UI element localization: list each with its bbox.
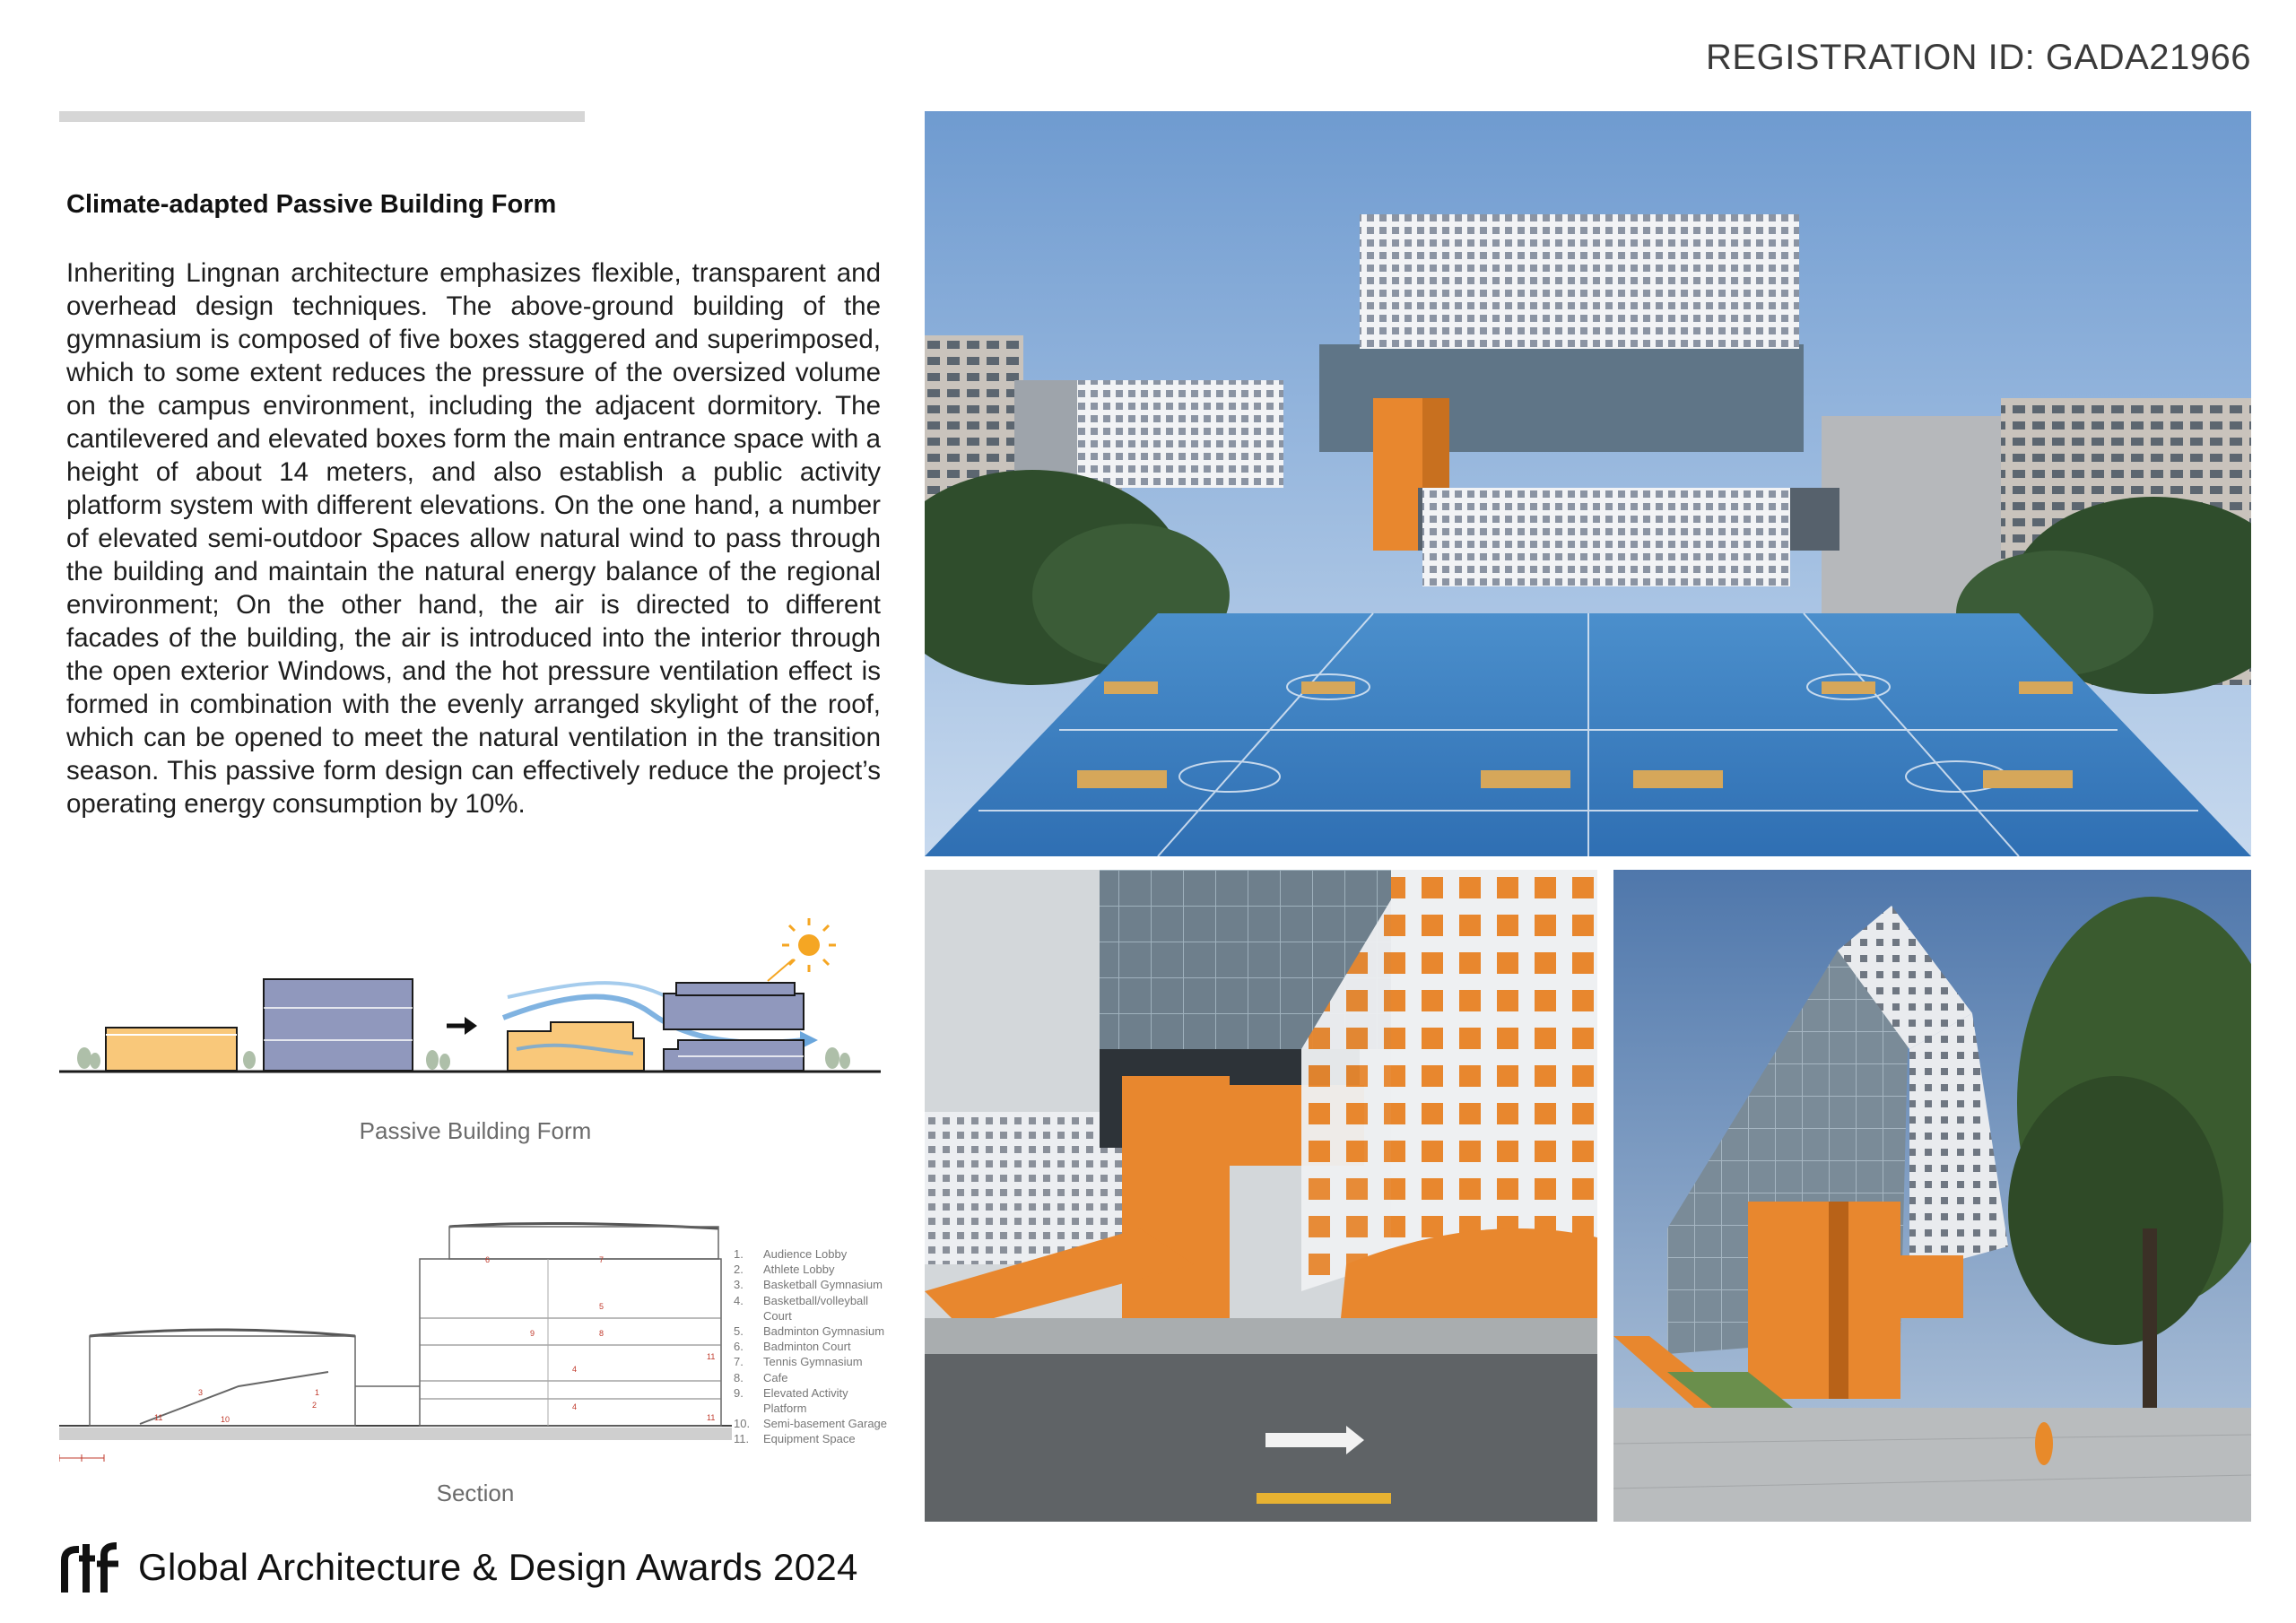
section-label: 11 xyxy=(154,1413,163,1422)
section-label: 11 xyxy=(707,1352,716,1361)
section-label: 10 xyxy=(221,1415,230,1424)
section-label: 3 xyxy=(198,1388,204,1397)
scale-bar xyxy=(59,1454,104,1462)
arrow-right-icon xyxy=(447,1017,477,1035)
legend-item: 6. Badminton Court xyxy=(734,1340,851,1354)
upper-box-top xyxy=(676,983,795,995)
section-label: 8 xyxy=(599,1329,604,1338)
legend-item: 11. Equipment Space xyxy=(734,1432,856,1446)
gymnasium-courts-photo xyxy=(925,111,2251,856)
legend-item: 8. Cafe xyxy=(734,1370,788,1384)
top-divider-bar xyxy=(59,111,585,122)
sun-icon xyxy=(768,918,836,981)
footer-brand-text: Global Architecture & Design Awards 2024 xyxy=(138,1546,858,1588)
upper-box-block xyxy=(664,994,804,1029)
section-label: 1 xyxy=(315,1388,320,1397)
passive-form-caption: Passive Building Form xyxy=(359,1117,592,1144)
wind-flow-curve xyxy=(508,983,678,1002)
legend-item: 5. Badminton Gymnasium xyxy=(734,1324,885,1339)
section-label: 4 xyxy=(572,1402,578,1411)
lower-box-block xyxy=(664,1040,804,1071)
tree-icon xyxy=(426,1050,450,1070)
section-label: 11 xyxy=(707,1413,716,1422)
legend-item: 1. Audience Lobby xyxy=(734,1247,848,1261)
section-label: 4 xyxy=(572,1365,578,1374)
legend-item: 3. Basketball Gymnasium xyxy=(734,1278,883,1292)
section-drawing xyxy=(59,1219,741,1471)
tree-icon xyxy=(825,1047,850,1069)
section-label: 9 xyxy=(530,1329,535,1338)
section-caption: Section xyxy=(436,1480,515,1506)
passive-form-diagram xyxy=(59,915,893,1085)
tree-icon xyxy=(77,1047,100,1069)
legend-item: 9. Elevated Activity Platform xyxy=(734,1385,848,1416)
corner-view-photo xyxy=(1613,870,2251,1522)
legend-item: 2. Athlete Lobby xyxy=(734,1263,835,1277)
section-label: 6 xyxy=(485,1255,491,1264)
section-label: 5 xyxy=(599,1302,604,1311)
legend-item: 10. Semi-basement Garage xyxy=(734,1417,888,1431)
section-label: 7 xyxy=(599,1255,604,1264)
section-legend xyxy=(734,1246,907,1447)
tree-icon xyxy=(243,1051,256,1069)
registration-id: REGISTRATION ID: GADA21966 xyxy=(1706,38,2251,77)
gada-logo-icon xyxy=(59,1541,122,1594)
section-label: 2 xyxy=(312,1401,317,1410)
section-heading: Climate-adapted Passive Building Form xyxy=(66,190,557,219)
body-paragraph: Inheriting Lingnan architecture emphasizes flexible, transparent and overhead design techniques. The above-ground building of the gymnasium is composed of five boxes staggered and superimposed, which to some extent reduces the pressure of the oversized volume on the campus environment, including the adjacent dormitory. The cantilevered and elevated boxes form the main entrance space with a height of about 14 meters, and also establish a public activity platform system with different elevations. On the one hand, a number of elevated semi-outdoor Spaces allow natural wind to pass through the building and maintain the natural energy balance of the regional environment; On the other hand, the air is directed to different facades of the building, the air is introduced into the interior through the open exterior Windows, and the hot pressure ventilation effect is formed in combination with the evenly arranged skylight of the roof, which can be opened to meet the natural ventilation in the transition season. This passive form design can effectively reduce the project’s operating energy consumption by 10%. xyxy=(66,258,881,819)
tall-volume-block xyxy=(264,979,413,1071)
legend-item: 4. Basketball/volleyball Court xyxy=(734,1293,869,1323)
legend-item: 7. Tennis Gymnasium xyxy=(734,1355,863,1369)
footer xyxy=(59,1541,858,1594)
entrance-photo xyxy=(925,870,1597,1522)
